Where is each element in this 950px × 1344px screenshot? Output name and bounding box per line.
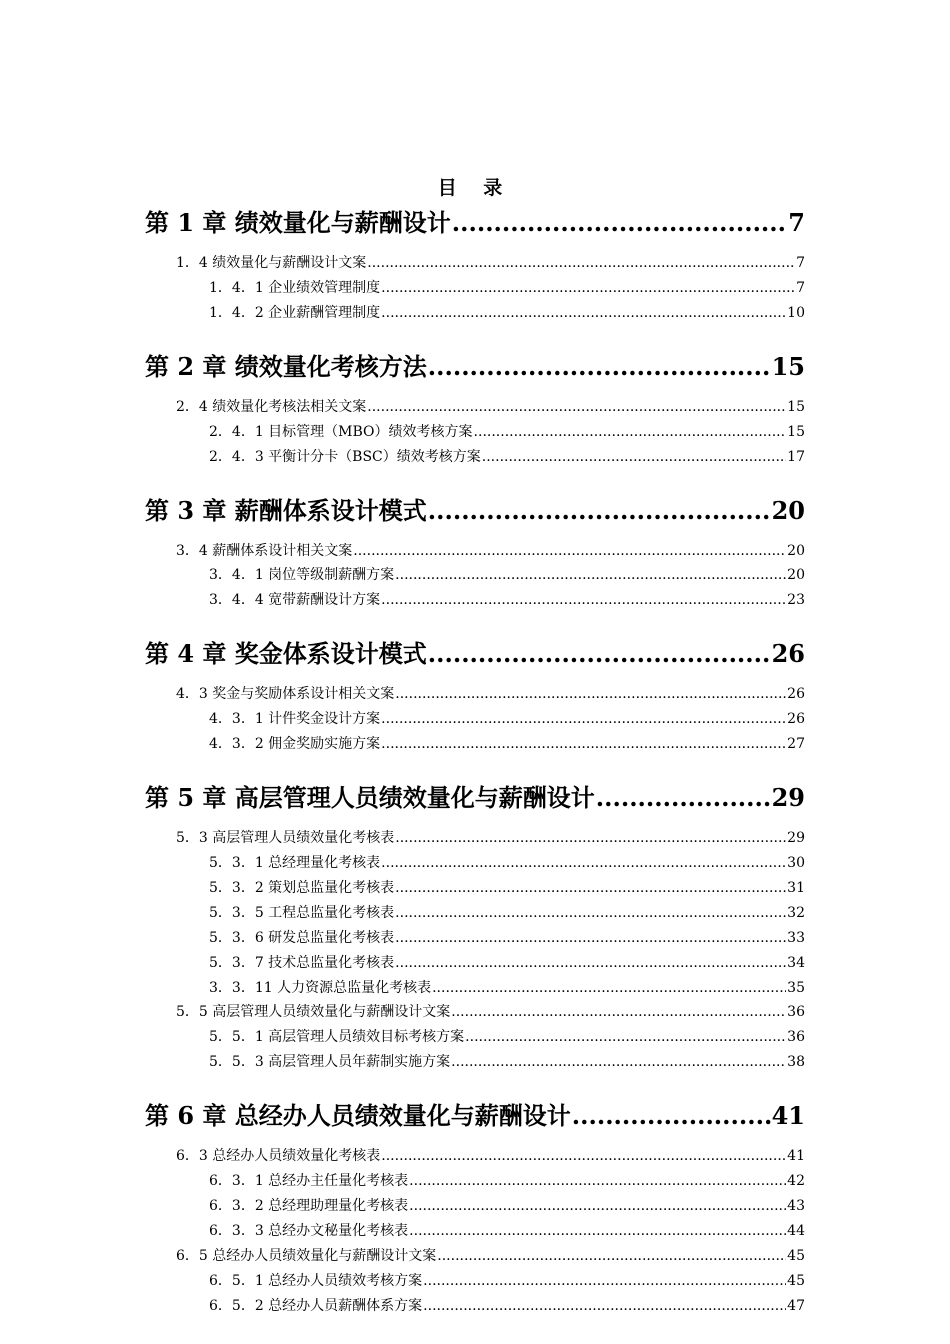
toc-page-number: 41: [787, 1148, 805, 1164]
toc-entry-label: 4．3．2 佣金奖励实施方案: [209, 736, 381, 752]
toc-page-number: 34: [787, 955, 805, 971]
toc-leader-dots: [409, 1196, 786, 1216]
toc-entry-label: 第 4 章 奖金体系设计模式: [145, 639, 427, 668]
toc-entry-label: 5．5．3 高层管理人员年薪制实施方案: [209, 1054, 451, 1070]
toc-page-number: 36: [787, 1004, 805, 1020]
toc-page-number: 29: [771, 783, 805, 812]
toc-leader-dots: [395, 684, 786, 704]
toc-page-number: 33: [787, 930, 805, 946]
toc-leader-dots: [452, 207, 788, 239]
toc-leader-dots: [465, 1027, 786, 1047]
toc-entry-label: 3．4．1 岗位等级制薪酬方案: [209, 567, 395, 583]
toc-entry-subsection[interactable]: [209, 447, 805, 467]
toc-entry-label: 5．3．6 研发总监量化考核表: [209, 930, 395, 946]
toc-entry-label: 2．4 绩效量化考核法相关文案: [176, 399, 367, 415]
toc-entry-label: 6．3．2 总经理助理量化考核表: [209, 1198, 409, 1214]
toc-leader-dots: [395, 953, 786, 973]
toc-entry-subsection[interactable]: [209, 928, 805, 948]
toc-entry-section[interactable]: [176, 397, 805, 417]
toc-page-number: 7: [796, 280, 805, 296]
toc-entry-chapter[interactable]: [145, 495, 805, 527]
toc-page-number: 7: [796, 255, 805, 271]
toc-page-number: 15: [771, 352, 805, 381]
toc-leader-dots: [395, 928, 786, 948]
toc-entry-subsection[interactable]: [209, 734, 805, 754]
toc-leader-dots: [395, 828, 786, 848]
toc-entry-subsection[interactable]: [209, 590, 805, 610]
toc-entry-label: 1．4．1 企业绩效管理制度: [209, 280, 381, 296]
toc-entry-label: 6．3．3 总经办文秘量化考核表: [209, 1223, 409, 1239]
toc-leader-dots: [367, 397, 786, 417]
toc-entry-label: 第 6 章 总经办人员绩效量化与薪酬设计: [145, 1101, 571, 1130]
toc-leader-dots: [451, 1052, 786, 1072]
toc-entry-label: 第 1 章 绩效量化与薪酬设计: [145, 208, 451, 237]
toc-entry-section[interactable]: [176, 1002, 805, 1022]
toc-entry-subsection[interactable]: [209, 978, 805, 998]
toc-page-number: 30: [787, 855, 805, 871]
toc-leader-dots: [428, 495, 771, 527]
toc-entry-label: 6．5．2 总经办人员薪酬体系方案: [209, 1298, 423, 1314]
toc-page-number: 26: [787, 686, 805, 702]
toc-entry-subsection[interactable]: [209, 953, 805, 973]
toc-entry-subsection[interactable]: [209, 709, 805, 729]
toc-entry-subsection[interactable]: [209, 1196, 805, 1216]
toc-leader-dots: [596, 782, 771, 814]
toc-leader-dots: [428, 638, 771, 670]
toc-entry-subsection[interactable]: [209, 1296, 805, 1316]
toc-entry-label: 5．3 高层管理人员绩效量化考核表: [176, 830, 395, 846]
toc-entry-label: 6．5 总经办人员绩效量化与薪酬设计文案: [176, 1248, 437, 1264]
toc-entry-subsection[interactable]: [209, 278, 805, 298]
toc-page-number: 15: [787, 424, 805, 440]
toc-page-number: 42: [787, 1173, 805, 1189]
toc-page-number: 45: [787, 1273, 805, 1289]
toc-page-number: 20: [787, 567, 805, 583]
toc-entry-label: 第 5 章 高层管理人员绩效量化与薪酬设计: [145, 783, 595, 812]
toc-entry-label: 5．3．2 策划总监量化考核表: [209, 880, 395, 896]
toc-leader-dots: [395, 565, 786, 585]
toc-title: 目 录: [437, 177, 513, 199]
toc-entry-section[interactable]: [176, 828, 805, 848]
toc-page-number: 45: [787, 1248, 805, 1264]
toc-entry-section[interactable]: [176, 541, 805, 561]
toc-page-number: 26: [787, 711, 805, 727]
toc-entry-section[interactable]: [176, 1146, 805, 1166]
toc-entry-chapter[interactable]: [145, 782, 805, 814]
toc-entry-label: 1．4 绩效量化与薪酬设计文案: [176, 255, 367, 271]
toc-page-number: 17: [787, 449, 805, 465]
toc-leader-dots: [381, 303, 786, 323]
toc-entry-subsection[interactable]: [209, 303, 805, 323]
toc-entry-subsection[interactable]: [209, 1221, 805, 1241]
toc-entry-label: 4．3 奖金与奖励体系设计相关文案: [176, 686, 395, 702]
toc-entry-subsection[interactable]: [209, 903, 805, 923]
toc-entry-label: 6．3．1 总经办主任量化考核表: [209, 1173, 409, 1189]
toc-entry-section[interactable]: [176, 1246, 805, 1266]
toc-entry-chapter[interactable]: [145, 1100, 805, 1132]
toc-page-number: 20: [787, 543, 805, 559]
toc-leader-dots: [367, 253, 795, 273]
toc-leader-dots: [423, 1296, 786, 1316]
toc-page-number: 27: [787, 736, 805, 752]
toc-leader-dots: [432, 978, 786, 998]
toc-entry-label: 5．5．1 高层管理人员绩效目标考核方案: [209, 1029, 465, 1045]
toc-page-number: 10: [787, 305, 805, 321]
toc-entry-label: 6．5．1 总经办人员绩效考核方案: [209, 1273, 423, 1289]
toc-entry-subsection[interactable]: [209, 565, 805, 585]
toc-entry-subsection[interactable]: [209, 1027, 805, 1047]
toc-leader-dots: [428, 351, 771, 383]
toc-page-number: 43: [787, 1198, 805, 1214]
toc-entry-subsection[interactable]: [209, 1052, 805, 1072]
toc-leader-dots: [423, 1271, 786, 1291]
toc-page-number: 20: [771, 496, 805, 525]
toc-entry-label: 第 2 章 绩效量化考核方法: [145, 352, 427, 381]
toc-leader-dots: [381, 278, 795, 298]
toc-page-number: 7: [788, 208, 805, 237]
toc-page-number: 32: [787, 905, 805, 921]
toc-page-number: 44: [787, 1223, 805, 1239]
toc-entry-chapter[interactable]: [145, 638, 805, 670]
toc-entry-subsection[interactable]: [209, 422, 805, 442]
toc-page-number: 38: [787, 1054, 805, 1070]
toc-page-number: 41: [771, 1101, 805, 1130]
toc-entry-label: 第 3 章 薪酬体系设计模式: [145, 496, 427, 525]
toc-leader-dots: [451, 1002, 786, 1022]
toc-leader-dots: [395, 903, 786, 923]
toc-leader-dots: [474, 422, 787, 442]
toc-page-number: 36: [787, 1029, 805, 1045]
toc-entry-label: 2．4．3 平衡计分卡（BSC）绩效考核方案: [209, 449, 481, 465]
toc-entry-label: 5．3．1 总经理量化考核表: [209, 855, 381, 871]
toc-entry-label: 3．3．11 人力资源总监量化考核表: [209, 980, 432, 996]
toc-page-number: 15: [787, 399, 805, 415]
toc-page-number: 35: [787, 980, 805, 996]
toc-entry-label: 5．3．7 技术总监量化考核表: [209, 955, 395, 971]
toc-entry-label: 5．5 高层管理人员绩效量化与薪酬设计文案: [176, 1004, 451, 1020]
toc-leader-dots: [381, 853, 786, 873]
toc-leader-dots: [381, 1146, 786, 1166]
toc-page-number: 23: [787, 592, 805, 608]
toc-entry-label: 6．3 总经办人员绩效量化考核表: [176, 1148, 381, 1164]
toc-entry-subsection[interactable]: [209, 1271, 805, 1291]
toc-leader-dots: [437, 1246, 786, 1266]
toc-entry-subsection[interactable]: [209, 1171, 805, 1191]
toc-entry-chapter[interactable]: [145, 351, 805, 383]
toc-leader-dots: [409, 1221, 786, 1241]
toc-leader-dots: [381, 734, 786, 754]
toc-entry-section[interactable]: [176, 684, 805, 704]
toc-leader-dots: [381, 590, 786, 610]
toc-leader-dots: [395, 878, 786, 898]
toc-entry-subsection[interactable]: [209, 878, 805, 898]
toc-entry-label: 4．3．1 计件奖金设计方案: [209, 711, 381, 727]
toc-leader-dots: [353, 541, 786, 561]
toc-page-number: 29: [787, 830, 805, 846]
toc-entry-chapter[interactable]: [145, 207, 805, 239]
toc-entry-subsection[interactable]: [209, 853, 805, 873]
toc-entry-label: 3．4．4 宽带薪酬设计方案: [209, 592, 381, 608]
toc-leader-dots: [381, 709, 786, 729]
toc-page-number: 26: [771, 639, 805, 668]
toc-entry-label: 3．4 薪酬体系设计相关文案: [176, 543, 353, 559]
toc-entry-label: 5．3．5 工程总监量化考核表: [209, 905, 395, 921]
toc-leader-dots: [409, 1171, 786, 1191]
toc-entry-section[interactable]: [176, 253, 805, 273]
toc-page-number: 31: [787, 880, 805, 896]
toc-page-number: 47: [787, 1298, 805, 1314]
toc-leader-dots: [572, 1100, 771, 1132]
toc-entry-label: 1．4．2 企业薪酬管理制度: [209, 305, 381, 321]
toc-entry-label: 2．4．1 目标管理（MBO）绩效考核方案: [209, 424, 473, 440]
toc-leader-dots: [482, 447, 786, 467]
